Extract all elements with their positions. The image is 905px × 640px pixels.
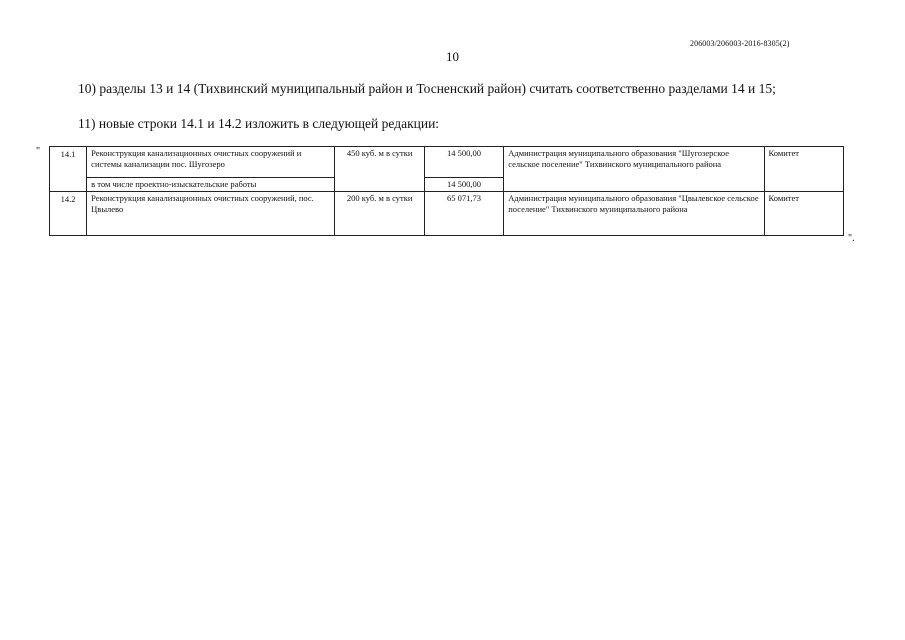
table-row — [50, 147, 844, 178]
paragraph-11: 11) новые строки 14.1 и 14.2 изложить в следующей редакции: — [78, 116, 440, 131]
object-name: Реконструкция канализационных очистных сооружений и системы канализации пос. Шугозеро — [87, 147, 335, 178]
opening-quote: " — [36, 146, 41, 157]
paragraph-10: 10) разделы 13 и 14 (Тихвинский муниципальный район и Тосненский район) считать соответственно разделами 14 и 15; — [78, 81, 776, 96]
document-id: 206003/206003-2016-8305(2) — [690, 39, 790, 48]
object-subname: в том числе проектно-изыскательские работы — [87, 178, 335, 192]
object-name: Реконструкция канализационных очистных сооружений, пос. Цвылево — [87, 192, 335, 236]
closing-quote: ". — [848, 233, 855, 244]
capacity: 200 куб. м в сутки — [335, 192, 424, 236]
amount: 14 500,00 — [424, 147, 503, 178]
amendment-table — [49, 146, 844, 236]
row-number: 14.2 — [50, 192, 87, 236]
administration: Администрация муниципального образования "Цвылевское сельское поселение" Тихвинского муниципального района — [504, 192, 764, 236]
table-row — [50, 192, 844, 236]
administration: Администрация муниципального образования "Шугозерское сельское поселение" Тихвинского муниципального района — [504, 147, 764, 192]
sub-amount: 14 500,00 — [424, 178, 503, 192]
page-number: 10 — [446, 49, 459, 64]
amount: 65 071,73 — [424, 192, 503, 236]
capacity: 450 куб. м в сутки — [335, 147, 424, 192]
executor: Комитет — [764, 192, 843, 236]
row-number: 14.1 — [50, 147, 87, 192]
executor: Комитет — [764, 147, 843, 192]
